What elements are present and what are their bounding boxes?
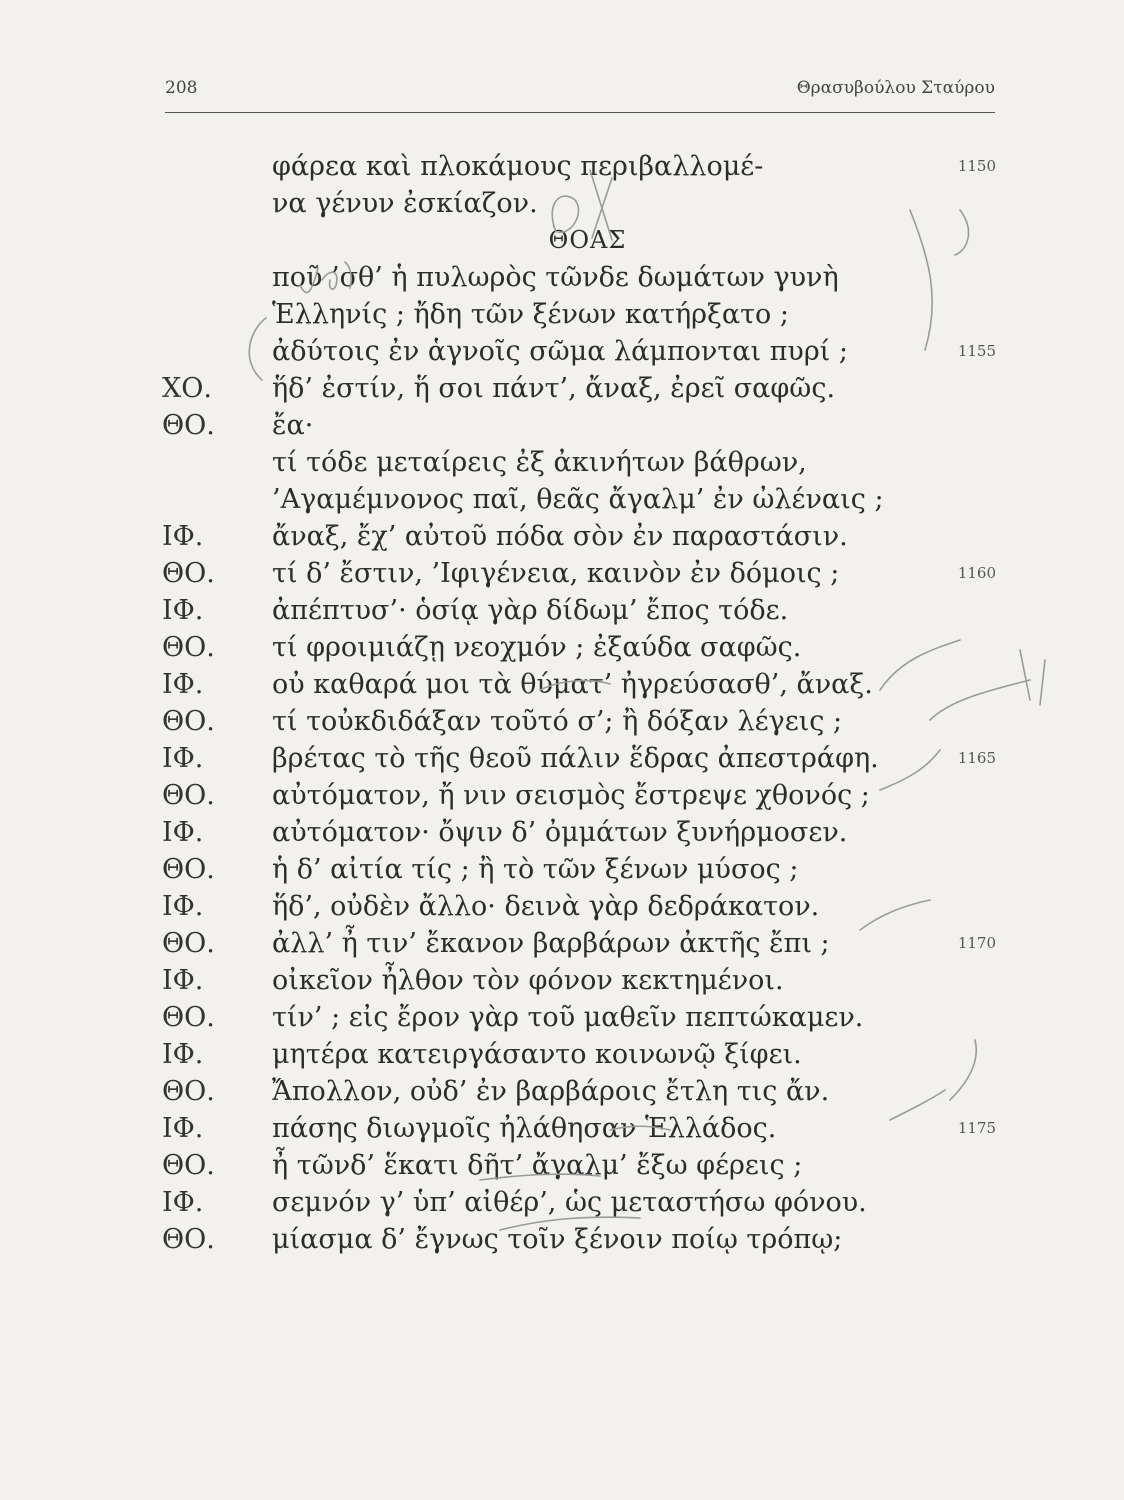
speaker-label: ΙΦ. — [162, 669, 204, 700]
verse-line — [0, 370, 1124, 407]
speaker-label: ΙΦ. — [162, 1187, 204, 1218]
verse-text: ἥδ’ ἐστίν, ἥ σοι πάντ’, ἄναξ, ἐρεῖ σαφῶς. — [272, 373, 836, 404]
speaker-label: ΙΦ. — [162, 965, 204, 996]
verse-text: Ἑλληνίς ; ἤδη τῶν ξένων κατήρξατο ; — [272, 299, 789, 330]
verse-text: μητέρα κατειργάσαντο κοινωνῷ ξίφει. — [272, 1039, 802, 1070]
verse-line — [0, 814, 1124, 851]
verse-text: ἀπέπτυσ’· ὁσίᾳ γὰρ δίδωμ’ ἔπος τόδε. — [272, 595, 789, 626]
verse-line — [0, 1221, 1124, 1258]
verse-text: πάσης διωγμοῖς ἠλάθησαν Ἑλλάδος. — [272, 1113, 777, 1144]
speaker-label: ΙΦ. — [162, 1113, 204, 1144]
header-rule — [165, 112, 995, 113]
verse-line — [0, 518, 1124, 555]
verse-line — [0, 222, 1124, 259]
verse-line — [0, 592, 1124, 629]
verse-text: τί φροιμιάζῃ νεοχμόν ; ἐξαύδα σαφῶς. — [272, 632, 802, 663]
verse-line — [0, 333, 1124, 370]
verse-line — [0, 962, 1124, 999]
line-number: 1155 — [957, 342, 996, 360]
verse-text: Ἄπολλον, οὐδ’ ἐν βαρβάροις ἔτλη τις ἄν. — [272, 1076, 830, 1107]
verse-line — [0, 999, 1124, 1036]
speaker-label: ΙΦ. — [162, 521, 204, 552]
verse-line — [0, 1036, 1124, 1073]
verse-line — [0, 407, 1124, 444]
verse-line — [0, 1073, 1124, 1110]
speaker-label: ΘΟ. — [162, 1224, 215, 1255]
speaker-heading: ΘΟΑΣ — [548, 226, 627, 254]
verse-text: φάρεα καὶ πλοκάμους περιβαλλομέ- — [272, 151, 764, 182]
verse-line — [0, 777, 1124, 814]
verse-line — [0, 888, 1124, 925]
verse-text: τί τόδε μεταίρεις ἐξ ἀκινήτων βάθρων, — [272, 447, 807, 478]
speaker-label: ΙΦ. — [162, 891, 204, 922]
line-number: 1175 — [957, 1119, 996, 1137]
verse-text: τί δ’ ἔστιν, ’Ιφιγένεια, καινὸν ἐν δόμοις ; — [272, 558, 840, 589]
verse-text: να γένυν ἐσκίαζον. — [272, 188, 538, 219]
verse-line — [0, 851, 1124, 888]
verse-line — [0, 703, 1124, 740]
speaker-label: ΘΟ. — [162, 854, 215, 885]
verse-text: ἡ δ’ αἰτία τίς ; ἢ τὸ τῶν ξένων μύσος ; — [272, 854, 799, 885]
verse-line — [0, 1147, 1124, 1184]
speaker-label: ΘΟ. — [162, 632, 215, 663]
page-number: 208 — [165, 78, 198, 98]
verse-text: οἰκεῖον ἦλθον τὸν φόνον κεκτημένοι. — [272, 965, 784, 996]
line-number: 1170 — [957, 934, 996, 952]
verse-text: μίασμα δ’ ἔγνως τοῖν ξένοιν ποίῳ τρόπῳ; — [272, 1224, 843, 1255]
verse-line — [0, 444, 1124, 481]
verse-line — [0, 666, 1124, 703]
verse-line — [0, 259, 1124, 296]
verse-text: ἥδ’, οὐδὲν ἄλλο· δεινὰ γὰρ δεδράκατον. — [272, 891, 820, 922]
verse-block — [0, 148, 1124, 1258]
verse-text: αὐτόματον· ὄψιν δ’ ὀμμάτων ξυνήρμοσεν. — [272, 817, 848, 848]
speaker-label: ΘΟ. — [162, 780, 215, 811]
verse-text: ἀδύτοις ἐν ἁγνοῖς σῶμα λάμπονται πυρί ; — [272, 336, 848, 367]
verse-text: βρέτας τὸ τῆς θεοῦ πάλιν ἕδρας ἀπεστράφη. — [272, 743, 879, 774]
speaker-label: ΙΦ. — [162, 817, 204, 848]
speaker-label: ΘΟ. — [162, 1076, 215, 1107]
verse-text: ἀλλ’ ἦ τιν’ ἔκανον βαρβάρων ἀκτῆς ἔπι ; — [272, 928, 830, 959]
line-number: 1150 — [957, 157, 996, 175]
speaker-label: ΘΟ. — [162, 558, 215, 589]
speaker-label: ΘΟ. — [162, 1150, 215, 1181]
verse-line — [0, 296, 1124, 333]
speaker-label: ΘΟ. — [162, 1002, 215, 1033]
verse-text: οὐ καθαρά μοι τὰ θύματ’ ἠγρεύσασθ’, ἄναξ. — [272, 669, 873, 700]
verse-line — [0, 555, 1124, 592]
verse-text: ἄναξ, ἔχ’ αὐτοῦ πόδα σὸν ἐν παραστάσιν. — [272, 521, 848, 552]
verse-line — [0, 185, 1124, 222]
speaker-label: ΙΦ. — [162, 595, 204, 626]
speaker-label: ΙΦ. — [162, 1039, 204, 1070]
speaker-label: ΧΟ. — [162, 373, 212, 404]
verse-line — [0, 629, 1124, 666]
verse-text: ἔα· — [272, 410, 314, 441]
verse-text: αὐτόματον, ἤ νιν σεισμὸς ἔστρεψε χθονός ; — [272, 780, 870, 811]
running-head: Θρασυβούλου Σταύρου — [796, 78, 995, 98]
verse-text: τί τοὐκδιδάξαν τοῦτό σ’; ἢ δόξαν λέγεις ; — [272, 706, 843, 737]
speaker-label: ΙΦ. — [162, 743, 204, 774]
line-number: 1160 — [957, 564, 996, 582]
verse-line — [0, 1110, 1124, 1147]
verse-line — [0, 148, 1124, 185]
verse-line — [0, 925, 1124, 962]
speaker-label: ΘΟ. — [162, 706, 215, 737]
verse-line — [0, 740, 1124, 777]
verse-text: σεμνόν γ’ ὑπ’ αἰθέρ’, ὡς μεταστήσω φόνου. — [272, 1187, 867, 1218]
page-header — [165, 78, 995, 110]
verse-text: ’Αγαμέμνονος παῖ, θεᾶς ἄγαλμ’ ἐν ὠλέναις ; — [272, 484, 884, 515]
speaker-label: ΘΟ. — [162, 410, 215, 441]
verse-line — [0, 481, 1124, 518]
verse-line — [0, 1184, 1124, 1221]
verse-text: τίν’ ; εἰς ἔρον γὰρ τοῦ μαθεῖν πεπτώκαμεν. — [272, 1002, 864, 1033]
verse-text: ἦ τῶνδ’ ἕκατι δῆτ’ ἄγαλμ’ ἔξω φέρεις ; — [272, 1150, 803, 1181]
verse-text: ποῦ ’σθ’ ἡ πυλωρὸς τῶνδε δωμάτων γυνὴ — [272, 262, 839, 293]
line-number: 1165 — [957, 749, 996, 767]
speaker-label: ΘΟ. — [162, 928, 215, 959]
